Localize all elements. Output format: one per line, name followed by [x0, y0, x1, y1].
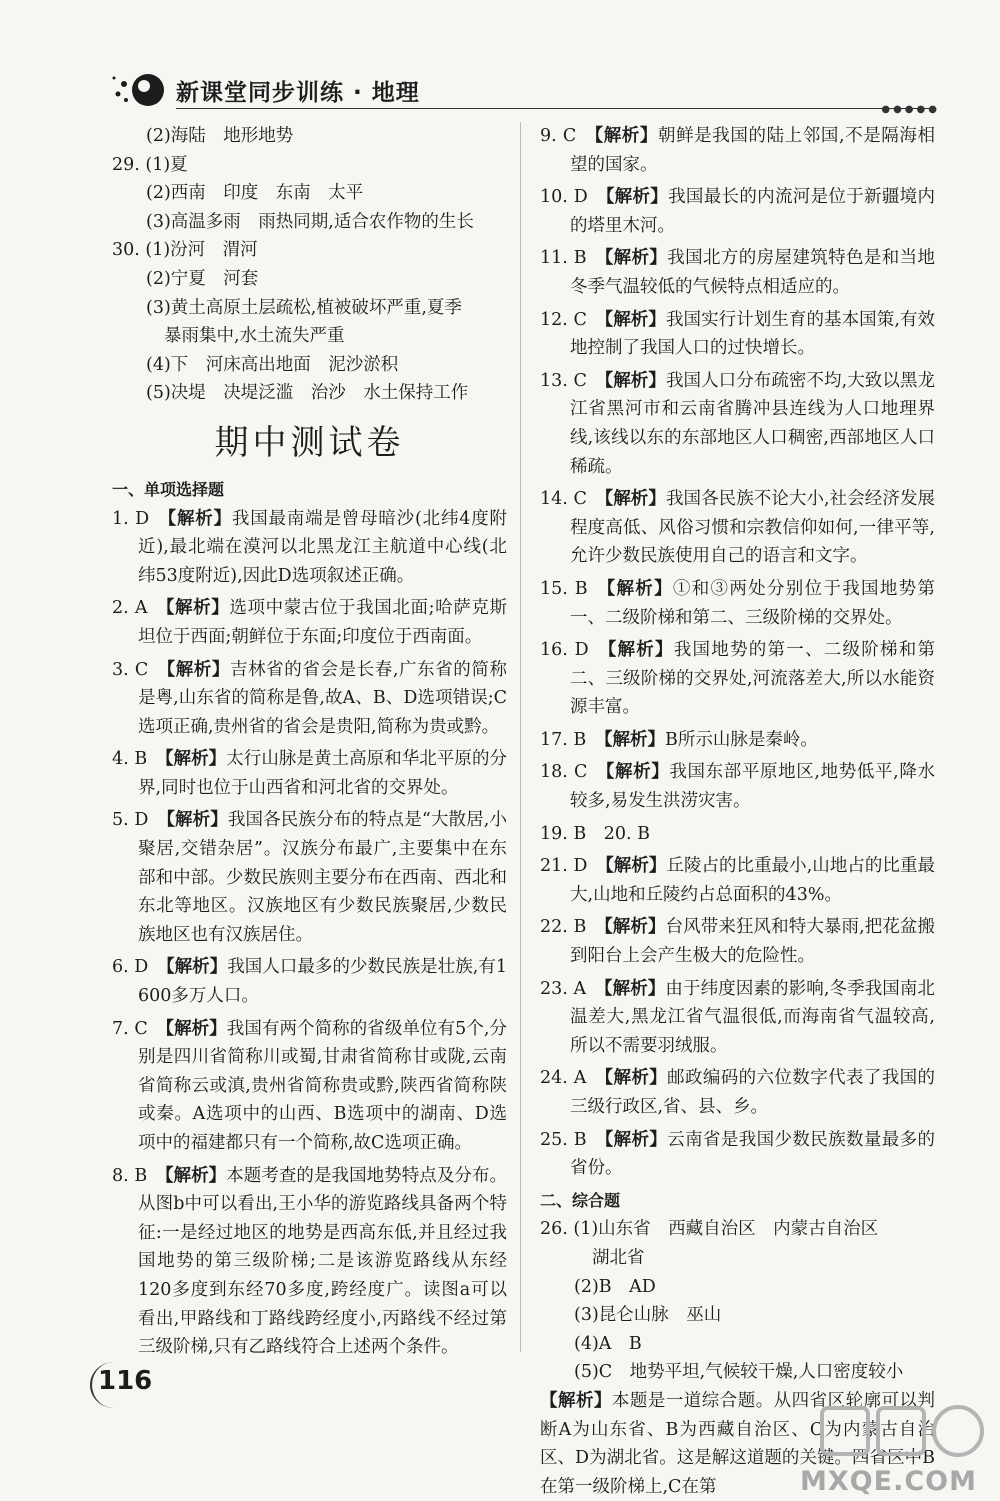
answer-item	[540, 1126, 935, 1183]
analysis-tag: 【解析】	[595, 1129, 668, 1150]
analysis-tag: 【解析】	[157, 810, 228, 831]
explanation-text: 我国东部平原地区,地势低平,降水较多,易发生洪涝灾害。	[570, 762, 936, 812]
right-answer-list	[540, 122, 935, 1183]
explanation-text: ①和③两处分别位于我国地势第一、二级阶梯和第二、三级阶梯的交界处。	[570, 578, 935, 628]
answer-line: (3)黄土高原土层疏松,植被破坏严重,夏季	[146, 297, 462, 318]
answer-key: 12. C	[540, 309, 587, 330]
explanation-text: 我国最长的内流河是位于新疆境内的塔里木河。	[570, 187, 935, 236]
answer-line: (5)决堤 决堤泛滥 治沙 水土保持工作	[146, 383, 469, 404]
analysis-tag: 【解析】	[156, 598, 230, 619]
answer-key: 4. B	[112, 749, 148, 770]
left-column	[112, 122, 507, 1366]
answer-key: 8. B	[112, 1165, 148, 1186]
answer-line: (2)B AD	[574, 1276, 656, 1297]
analysis-tag: 【解析】	[585, 126, 658, 146]
answer-item	[112, 1015, 507, 1158]
analysis-tag: 【解析】	[540, 1390, 612, 1411]
answer-item	[540, 575, 935, 632]
right-column	[540, 122, 935, 1501]
answer-key: 5. D	[112, 810, 149, 831]
answer-key: 24. A	[540, 1068, 587, 1089]
explanation-text: 我国人口最多的少数民族是壮族,有1 600多万人口。	[138, 957, 507, 1007]
answer-line: 湖北省	[592, 1247, 645, 1268]
answer-key: 21. D	[540, 856, 588, 877]
answer-item	[112, 594, 507, 651]
header-dots: ●●●●●	[881, 104, 940, 115]
explanation-text: 我国各民族不论大小,社会经济发展程度高低、风俗习惯和宗教信仰如何,一律平等,允许少数民族使用自己的语言和文字。	[570, 489, 936, 567]
explanation-text: B所示山脉是秦岭。	[665, 729, 818, 750]
answer-key: 17. B	[540, 729, 587, 750]
analysis-tag: 【解析】	[595, 370, 666, 391]
page-number: 116	[98, 1366, 153, 1396]
analysis-tag: 【解析】	[597, 640, 674, 661]
answer-line: (3)昆仑山脉 巫山	[574, 1305, 722, 1326]
explanation-text: 朝鲜是我国的陆上邻国,不是隔海相望的国家。	[570, 126, 935, 175]
explanation-text: 云南省是我国少数民族数量最多的省份。	[570, 1129, 936, 1179]
analysis-tag: 【解析】	[157, 659, 230, 680]
answer-line: 30. (1)汾河 渭河	[112, 240, 258, 261]
answer-key: 13. C	[540, 370, 587, 391]
answer-item	[540, 1064, 935, 1121]
answer-key: 22. B	[540, 917, 587, 938]
answer-item	[540, 852, 935, 909]
analysis-tag: 【解析】	[155, 749, 227, 770]
series-logo-icon	[110, 70, 168, 110]
analysis-tag: 【解析】	[595, 917, 666, 938]
explanation-text: 太行山脉是黄土高原和华北平原的分界,同时也位于山西省和河北省的交界处。	[138, 749, 508, 798]
answer-item	[112, 656, 507, 742]
answer-item	[112, 505, 507, 591]
answer-item	[540, 820, 935, 849]
section-heading: 一、单项选择题	[112, 479, 225, 499]
answer-line: (4)下 河床高出地面 泥沙淤积	[146, 354, 399, 375]
answer-item	[540, 183, 935, 240]
answer-key: 18. C	[540, 762, 588, 783]
answer-line: 29. (1)夏	[112, 154, 188, 175]
answer-key: 14. C	[540, 489, 587, 510]
analysis-tag: 【解析】	[596, 578, 673, 599]
explanation-text: 由于纬度因素的影响,冬季我国南北温差大,黑龙江省气温很低,而海南省气温较高,所以不需要羽绒服。	[570, 978, 935, 1056]
explanation-text: 我国有两个简称的省级单位有5个,分别是四川省简称川或蜀,甘肃省简称甘或陇,云南省简称云或滇,贵州省简称贵或黔,陕西省简称陕或秦。A选项中的山西、B选项中的湖南、D选项中的福建都只有一个简称,故C选项正确。	[138, 1018, 508, 1153]
analysis-tag: 【解析】	[595, 309, 666, 330]
answer-item	[112, 1162, 507, 1362]
analysis-tag: 【解析】	[157, 508, 232, 529]
answer-key: 3. C	[112, 659, 149, 680]
explanation-text: 台风带来狂风和特大暴雨,把花盆搬到阳台上会产生极大的危险性。	[570, 917, 936, 967]
explanation-text: 邮政编码的六位数字代表了我国的三级行政区,省、县、乡。	[570, 1068, 936, 1117]
analysis-tag: 【解析】	[596, 187, 669, 208]
analysis-tag: 【解析】	[595, 489, 666, 510]
answer-key: 15. B	[540, 578, 588, 599]
running-header	[110, 66, 940, 116]
answer-key: 6. D	[112, 957, 149, 978]
analysis-tag: 【解析】	[595, 729, 666, 750]
exam-title: 期中测试卷	[214, 422, 405, 463]
explanation-text: 我国最南端是曾母暗沙(北纬4度附近),最北端在漠河以北黑龙江主航道中心线(北纬53度附近),因此D选项叙述正确。	[138, 508, 507, 586]
watermark-text: MXQE.COM	[800, 1466, 977, 1497]
explanation-text: 我国北方的房屋建筑特色是和当地冬季气温较低的气候特点相适应的。	[570, 248, 936, 297]
header-rule	[176, 108, 936, 109]
answer-line: (2)海陆 地形地势	[146, 126, 294, 146]
answer-line: (5)C 地势平坦,气候较干燥,人口密度较小	[574, 1362, 904, 1383]
analysis-tag: 【解析】	[595, 248, 668, 269]
analysis-tag: 【解析】	[596, 856, 667, 877]
answer-line: (2)宁夏 河套	[146, 268, 259, 289]
analysis-tag: 【解析】	[594, 978, 666, 999]
answer-line: (4)A B	[574, 1333, 642, 1354]
answer-key: 23. A	[540, 978, 587, 999]
answer-item	[112, 806, 507, 949]
analysis-tag: 【解析】	[157, 957, 228, 978]
answer-line: 暴雨集中,水土流失严重	[164, 326, 345, 347]
series-title: 新课堂同步训练 · 地理	[176, 80, 420, 106]
answer-key: 11. B	[540, 248, 587, 269]
answer-item	[540, 306, 935, 363]
analysis-tag: 【解析】	[596, 762, 670, 783]
answer-item	[540, 122, 935, 179]
answer-key: 1. D	[112, 508, 150, 529]
answer-key: 2. A	[112, 598, 148, 619]
answer-item	[540, 485, 935, 571]
column-divider	[520, 122, 521, 1352]
answer-line: (2)西南 印度 东南 太平	[146, 183, 364, 204]
answer-item	[112, 745, 507, 802]
answer-item	[540, 913, 935, 970]
analysis-tag: 【解析】	[156, 1018, 227, 1039]
left-answer-list	[112, 505, 507, 1362]
explanation-text: 我国各民族分布的特点是“大散居,小聚居,交错杂居”。汉族分布最广,主要集中在东部和中部。少数民族则主要分布在西南、西北和东北等地区。汉族地区有少数民族聚居,少数民族地区也有汉族居住。	[138, 810, 508, 945]
explanation-text: 选项中蒙古位于我国北面;哈萨克斯坦位于西面;朝鲜位于东面;印度位于西南面。	[138, 598, 507, 647]
analysis-tag: 【解析】	[155, 1165, 227, 1186]
answer-item	[540, 726, 935, 755]
section-heading: 二、综合题	[540, 1190, 621, 1210]
page-number-badge	[90, 1362, 153, 1412]
watermark	[800, 1400, 1000, 1500]
answer-item	[540, 367, 935, 481]
answer-item	[540, 636, 935, 722]
analysis-tag: 【解析】	[595, 1068, 668, 1089]
answer-item	[112, 953, 507, 1010]
answer-key: 16. D	[540, 640, 589, 661]
watermark-logo-icon	[818, 1400, 988, 1466]
explanation-text: 我国人口分布疏密不均,大致以黑龙江省黑河市和云南省腾冲县连线为人口地理界线,该线以东的东部地区人口稠密,西部地区人口稀疏。	[570, 370, 936, 477]
answer-item	[540, 244, 935, 301]
answer-item	[540, 975, 935, 1061]
answer-line: (3)高温多雨 雨热同期,适合农作物的生长	[146, 211, 474, 232]
analysis-text: 本题是一道综合题。从四省区轮廓可以判断A为山东省、B为西藏自治区、C为内蒙古自治区、D为湖北省。这是解这道题的关键。四省区中B在第一级阶梯上,C在第	[540, 1390, 936, 1497]
explanation-text: 吉林省的省会是长春,广东省的简称是粤,山东省的简称是鲁,故A、B、D选项错误;C选项正确,贵州省的省会是贵阳,简称为贵或黔。	[138, 659, 507, 737]
answer-item	[540, 758, 935, 815]
answer-key: 9. C	[540, 126, 577, 146]
answer-key: 10. D	[540, 187, 588, 208]
answer-line: 26. (1)山东省 西藏自治区 内蒙古自治区	[540, 1219, 879, 1240]
explanation-text: 我国地势的第一、二级阶梯和第二、三级阶梯的交界处,河流落差大,所以水能资源丰富。	[570, 640, 936, 718]
explanation-text: 我国实行计划生育的基本国策,有效地控制了我国人口的过快增长。	[570, 309, 936, 359]
answer-key: 25. B	[540, 1129, 587, 1150]
answer-key: 7. C	[112, 1018, 148, 1039]
answer-key: 19. B 20. B	[540, 823, 651, 844]
explanation-text: 丘陵占的比重最小,山地占的比重最大,山地和丘陵约占总面积的43%。	[570, 856, 936, 905]
explanation-text: 本题考查的是我国地势特点及分布。从图b中可以看出,王小华的游览路线具备两个特征:一是经过地区的地势是西高东低,并且经过我国地势的第三级阶梯;二是该游览路线从东经120多度到东经70多度,跨经度广。读图a可以看出,甲路线和丁路线跨经度小,丙路线不经过第三级阶梯,只有乙路线符合上述两个条件。	[138, 1165, 508, 1358]
